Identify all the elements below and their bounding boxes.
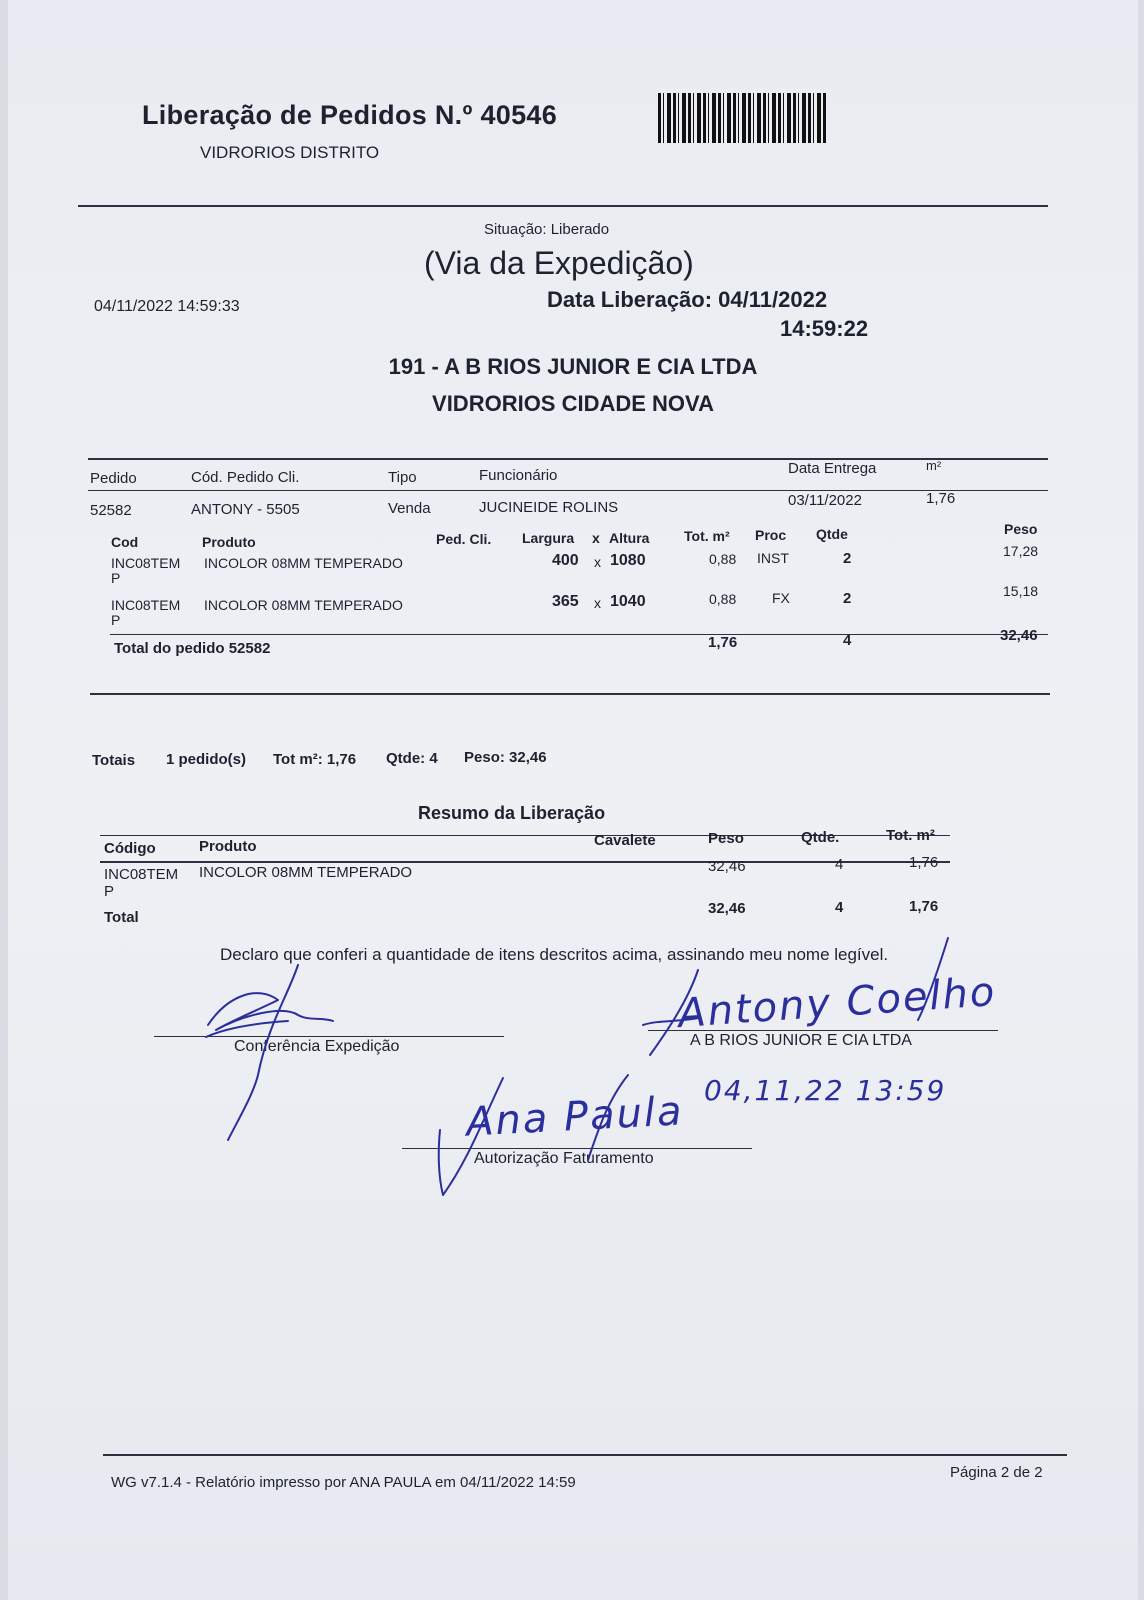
order-total-label: Total do pedido 52582 [114,640,271,657]
item-header-proc: Proc [755,527,787,543]
order-cod-cli-value: ANTONY - 5505 [191,501,300,518]
summary-peso: 32,46 [708,858,746,875]
summary-tot-m2: 1,76 [909,854,939,871]
client-signature-flourish [638,930,978,1060]
item-peso: 15,18 [1003,583,1039,599]
totals-peso: Peso: 32,46 [464,749,547,766]
situation-text: Situação: Liberado [484,221,610,238]
company-name: VIDRORIOS DISTRITO [200,143,380,162]
order-pedido-value: 52582 [90,502,132,519]
summary-header-produto: Produto [199,838,257,855]
order-funcionario-value: JUCINEIDE ROLINS [479,499,619,516]
item-cod: INC08TEM [111,555,181,571]
client-signature-label: A B RIOS JUNIOR E CIA LTDA [690,1032,912,1049]
order-top-divider [88,458,1048,460]
totals-tot-m2: Tot m²: 1,76 [273,751,357,768]
item-header-tot-m2: Tot. m² [684,528,730,544]
summary-header-codigo: Código [104,840,156,857]
footer-page-number: Página 2 de 2 [950,1464,1043,1481]
summary-total-qtde: 4 [835,899,844,916]
item-tot-m2: 0,88 [709,551,737,567]
item-header-ped-cli: Ped. Cli. [436,531,492,547]
handwritten-date: 04,11,22 13:59 [704,1074,947,1107]
autorizacao-signature-flourish [428,1070,658,1200]
item-altura: 1040 [610,593,646,610]
col-header-data-entrega: Data Entrega [788,460,877,477]
item-largura: 400 [552,552,579,569]
item-qtde: 2 [843,550,852,567]
item-header-largura: Largura [522,530,575,546]
totals-pedidos: 1 pedido(s) [166,751,247,768]
summary-title: Resumo da Liberação [418,803,606,823]
item-cod-cont: P [111,570,121,586]
item-header-qtde: Qtde [816,526,848,542]
item-qtde: 2 [843,590,852,607]
print-datetime: 04/11/2022 14:59:33 [94,298,240,315]
client-name: 191 - A B RIOS JUNIOR E CIA LTDA [388,354,758,379]
order-m2-value: 1,76 [926,490,956,507]
summary-cod: INC08TEM [104,866,179,883]
totals-qtde: Qtde: 4 [386,750,438,767]
release-date: Data Liberação: 04/11/2022 [547,287,828,312]
summary-qtde: 4 [835,856,844,873]
order-total-peso: 32,46 [1000,627,1038,644]
item-header-cod: Cod [111,534,139,550]
summary-total-peso: 32,46 [708,900,746,917]
barcode-image [658,93,826,143]
footer-divider [103,1454,1067,1456]
autorizacao-signature: Ana Paula [464,1088,685,1146]
order-bottom-divider [90,693,1050,695]
item-header-produto: Produto [202,534,256,550]
conferencia-signature [188,955,348,1145]
declaration-text: Declaro que conferi a quantidade de itens descritos acima, assinando meu nome legível. [220,945,889,964]
footer-printed-by: WG v7.1.4 - Relatório impresso por ANA PAULA em 04/11/2022 14:59 [111,1474,576,1491]
item-tot-m2: 0,88 [709,591,737,607]
item-cod-cont: P [111,612,121,628]
item-produto: INCOLOR 08MM TEMPERADO [204,597,403,613]
item-header-x: x [592,530,600,546]
summary-header-peso: Peso [708,830,744,847]
item-proc: INST [757,550,789,566]
order-total-m2: 1,76 [708,634,738,651]
summary-total-tot-m2: 1,76 [909,898,939,915]
order-total-qtde: 4 [843,632,852,649]
summary-cod-cont: P [104,883,115,900]
item-x: x [594,595,601,611]
item-largura: 365 [552,593,579,610]
conferencia-label: Conferência Expedição [234,1038,400,1055]
copy-type-title: (Via da Expedição) [424,245,694,281]
item-header-peso: Peso [1004,521,1038,537]
client-store: VIDRORIOS CIDADE NOVA [432,391,714,416]
col-header-tipo: Tipo [388,469,417,486]
item-peso: 17,28 [1003,543,1039,559]
item-proc: FX [772,590,790,606]
order-total-divider [110,634,1048,635]
autorizacao-label: Autorização Faturamento [474,1150,654,1167]
summary-header-qtde: Qtde. [801,829,840,846]
summary-header-tot-m2: Tot. m² [886,827,935,844]
header-divider [78,205,1048,207]
summary-produto: INCOLOR 08MM TEMPERADO [199,864,413,881]
client-signature: Antony Coelho [676,968,998,1038]
document-title: Liberação de Pedidos N.º 40546 [142,100,558,130]
document-page [8,0,1138,1600]
col-header-cod-cli: Cód. Pedido Cli. [191,469,300,486]
item-cod: INC08TEM [111,597,181,613]
summary-total-label: Total [104,909,139,926]
order-header-divider [88,490,1048,491]
summary-header-cavalete: Cavalete [594,832,656,849]
order-data-entrega-value: 03/11/2022 [788,492,862,509]
item-header-altura: Altura [609,530,650,546]
col-header-pedido: Pedido [90,470,137,487]
order-tipo-value: Venda [388,500,431,517]
col-header-m2: m² [926,458,942,473]
col-header-funcionario: Funcionário [479,467,558,484]
item-x: x [594,554,601,570]
summary-header-divider [100,861,950,863]
release-time: 14:59:22 [780,316,869,341]
item-altura: 1080 [610,552,646,569]
totals-label: Totais [92,752,136,769]
item-produto: INCOLOR 08MM TEMPERADO [204,555,403,571]
